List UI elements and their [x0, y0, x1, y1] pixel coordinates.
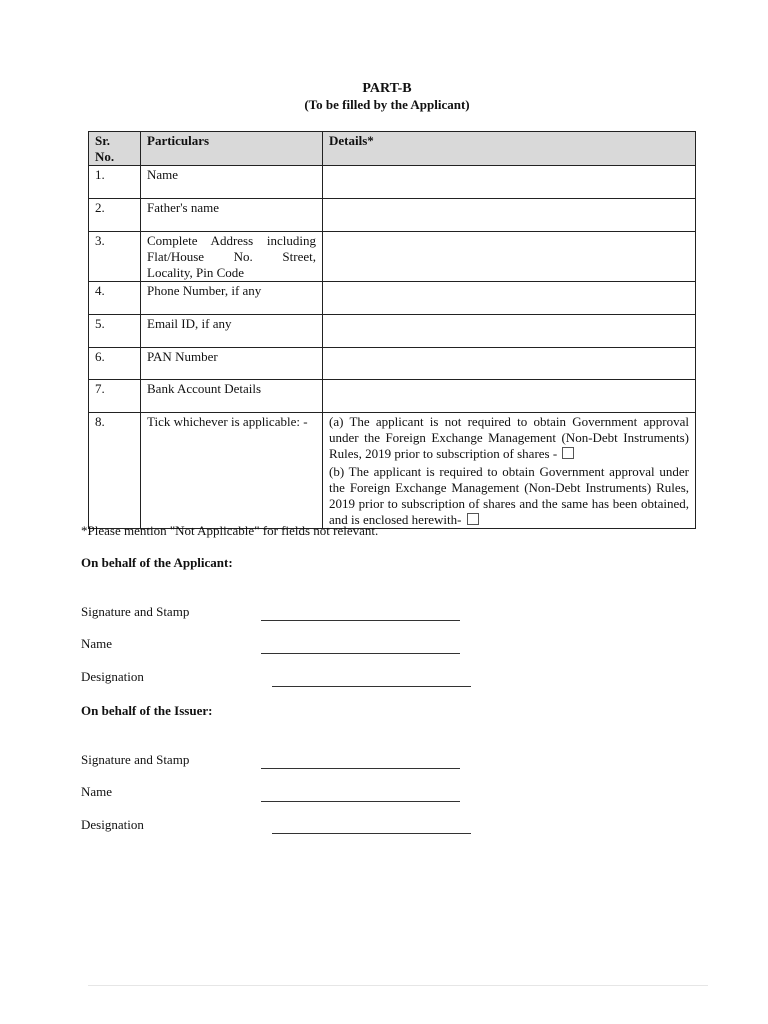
- header-details: Details*: [323, 132, 696, 166]
- applicant-signature-label: Signature and Stamp: [81, 604, 190, 619]
- issuer-name-label: Name: [81, 784, 113, 799]
- bank-details-field[interactable]: [323, 380, 696, 413]
- phone-details-field[interactable]: [323, 282, 696, 315]
- issuer-signature-line[interactable]: [261, 768, 460, 769]
- address-label-line3: Locality, Pin Code: [147, 265, 245, 280]
- row-particulars: Phone Number, if any: [141, 282, 323, 315]
- option-b-checkbox[interactable]: [467, 513, 479, 525]
- row-sr-no: 4.: [89, 282, 141, 315]
- row-particulars: Email ID, if any: [141, 315, 323, 348]
- approval-options-cell: [323, 413, 696, 529]
- table-row: [89, 199, 696, 232]
- row-sr-no: 3.: [89, 232, 141, 282]
- issuer-name-line[interactable]: [261, 801, 460, 802]
- header-sr-line1: Sr.: [95, 133, 111, 148]
- applicant-section-heading: On behalf of the Applicant:: [81, 555, 233, 570]
- row-particulars: [141, 232, 323, 282]
- address-label-line1: Complete Address including: [147, 233, 316, 248]
- applicant-details-table: [88, 131, 696, 529]
- name-details-field[interactable]: [323, 166, 696, 199]
- table-row: [89, 380, 696, 413]
- applicant-designation-line[interactable]: [272, 686, 471, 687]
- header-sr-line2: No.: [95, 149, 115, 164]
- fathers-name-details-field[interactable]: [323, 199, 696, 232]
- row-sr-no: 6.: [89, 348, 141, 380]
- table-row: [89, 282, 696, 315]
- page-title: PART-B: [362, 81, 412, 96]
- row-particulars: PAN Number: [141, 348, 323, 380]
- address-details-field[interactable]: [323, 232, 696, 282]
- email-details-field[interactable]: [323, 315, 696, 348]
- page-subtitle: (To be filled by the Applicant): [304, 97, 470, 112]
- footnote: *Please mention "Not Applicable" for fields not relevant.: [81, 523, 379, 538]
- row-particulars: Tick whichever is applicable: -: [141, 413, 323, 529]
- applicant-designation-label: Designation: [81, 669, 144, 684]
- row-particulars: Name: [141, 166, 323, 199]
- table-row: [89, 315, 696, 348]
- option-a-text: (a) The applicant is not required to obtain Government approval under the Foreign Exchange Management (Non-Debt Instruments) Rules, 2019 prior to subscription of shares -: [329, 414, 689, 461]
- table-row: [89, 166, 696, 199]
- table-row: [89, 348, 696, 380]
- row-sr-no: 2.: [89, 199, 141, 232]
- row-particulars: Bank Account Details: [141, 380, 323, 413]
- table-row: [89, 413, 696, 529]
- table-header-row: [89, 132, 696, 166]
- address-label-line2: Flat/House No. Street,: [147, 249, 316, 264]
- row-sr-no: 7.: [89, 380, 141, 413]
- footer-rule: [88, 985, 708, 986]
- applicant-signature-line[interactable]: [261, 620, 460, 621]
- table-row: [89, 232, 696, 282]
- row-sr-no: 5.: [89, 315, 141, 348]
- option-a: [329, 414, 689, 462]
- option-a-checkbox[interactable]: [562, 447, 574, 459]
- row-particulars: Father's name: [141, 199, 323, 232]
- option-b-text: (b) The applicant is required to obtain Government approval under the Foreign Exchange Management (Non-Debt Instruments) Rules, 2019 prior to subscription of shares and the same has been obtained, and is enclosed herewith-: [329, 464, 689, 527]
- applicant-name-label: Name: [81, 636, 113, 651]
- header-particulars: Particulars: [141, 132, 323, 166]
- issuer-designation-label: Designation: [81, 817, 144, 832]
- issuer-signature-label: Signature and Stamp: [81, 752, 190, 767]
- issuer-designation-line[interactable]: [272, 833, 471, 834]
- header-sr-no: [89, 132, 141, 166]
- applicant-name-line[interactable]: [261, 653, 460, 654]
- pan-details-field[interactable]: [323, 348, 696, 380]
- row-sr-no: 1.: [89, 166, 141, 199]
- row-sr-no: 8.: [89, 413, 141, 529]
- option-b: [329, 464, 689, 528]
- issuer-section-heading: On behalf of the Issuer:: [81, 703, 213, 718]
